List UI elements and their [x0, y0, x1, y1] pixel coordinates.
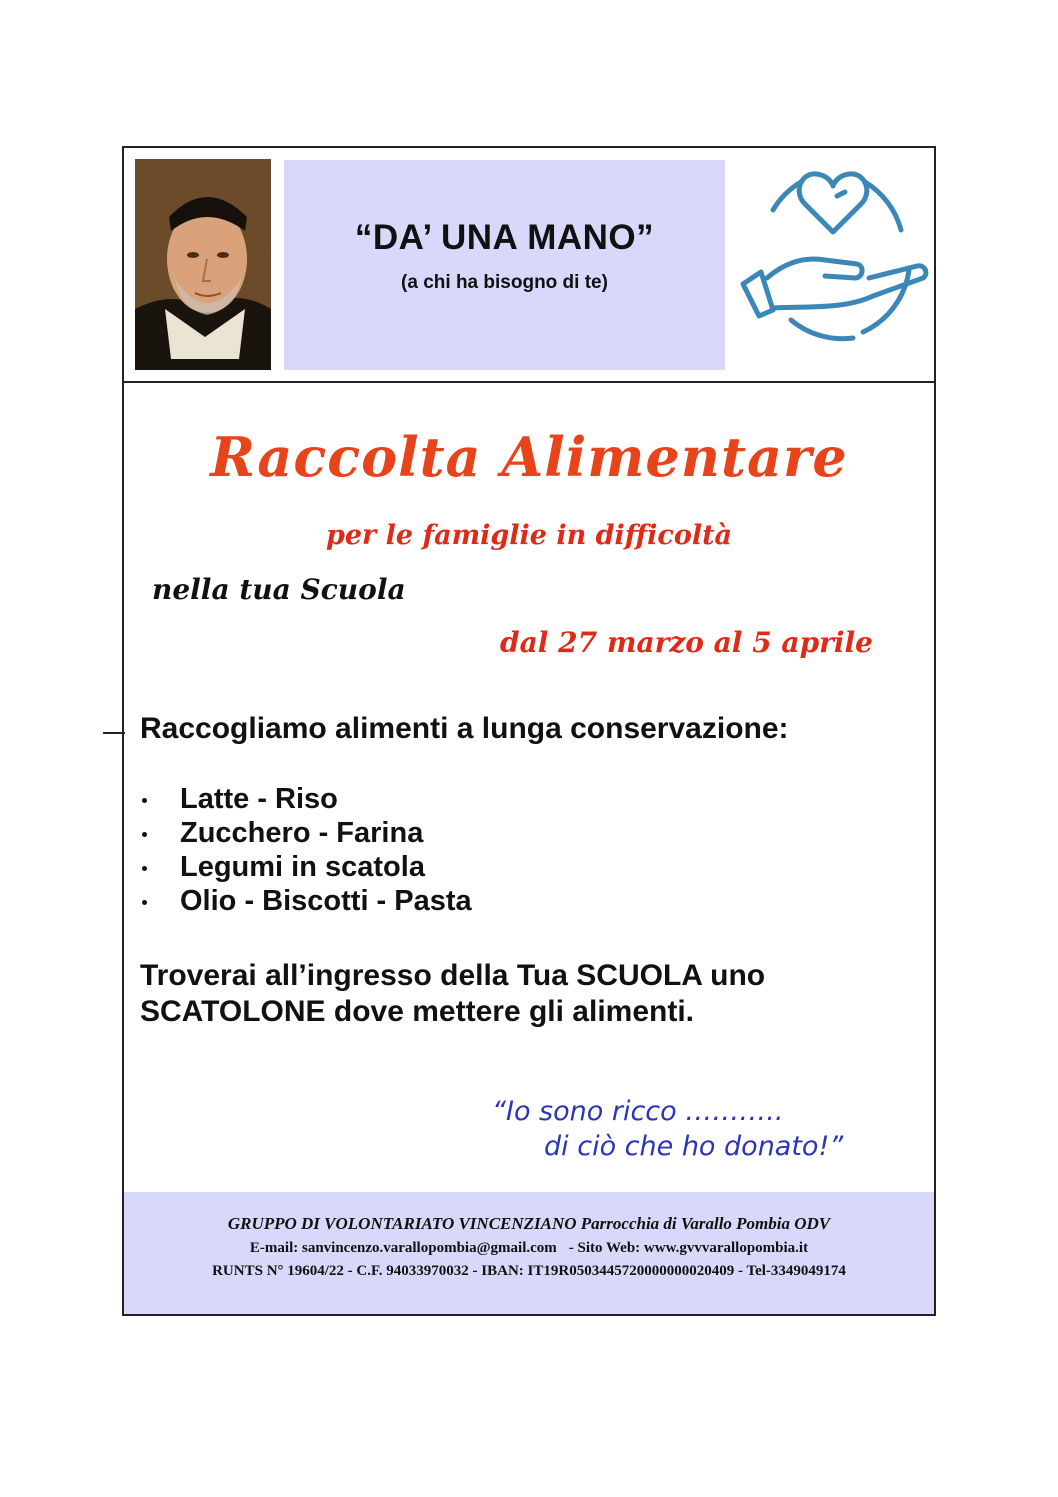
list-item — [140, 884, 472, 918]
bullet-icon — [142, 832, 147, 837]
notice-text: Troverai all’ingresso della Tua SCUOLA uno SCATOLONE dove mettere gli alimenti. — [140, 959, 766, 1028]
quote-line-1: “Io sono ricco ……….. — [492, 1096, 784, 1127]
campaign-subtitle: (a chi ha bisogno di te) — [401, 272, 608, 293]
collection-dates: dal 27 marzo al 5 aprile — [500, 626, 873, 659]
bullet-icon — [142, 900, 147, 905]
list-item — [140, 850, 472, 884]
bullet-icon — [142, 866, 147, 871]
list-item — [140, 816, 472, 850]
registry-line: RUNTS N° 19604/22 - C.F. 94033970032 - IBAN: IT19R0503445720000000020409 - Tel-3349049174 — [212, 1263, 846, 1279]
header-divider — [122, 381, 936, 383]
subheadline: per le famiglie in difficoltà — [325, 520, 733, 551]
title-panel — [284, 160, 725, 370]
contact-line — [124, 1240, 934, 1257]
list-item — [140, 782, 472, 816]
list-item-label: Legumi in scatola — [180, 851, 425, 883]
bullet-icon — [142, 798, 147, 803]
quote-line-2: di ciò che ho donato!” — [544, 1131, 844, 1162]
website-text: - Sito Web: www.gvvvarallopombia.it — [568, 1240, 809, 1256]
footer-panel — [124, 1192, 934, 1314]
list-item-label: Latte - Riso — [180, 783, 338, 815]
school-line: nella tua Scuola — [152, 573, 406, 606]
list-item-label: Olio - Biscotti - Pasta — [180, 885, 472, 917]
email-text: E-mail: sanvincenzo.varallopombia@gmail.com — [249, 1240, 557, 1256]
headline: Raccolta Alimentare — [210, 425, 848, 489]
heart-in-hand-icon — [733, 160, 933, 360]
organization-name: GRUPPO DI VOLONTARIATO VINCENZIANO Parrocchia di Varallo Pombia ODV — [227, 1214, 831, 1233]
campaign-title: “DA’ UNA MANO” — [354, 218, 655, 257]
quote — [492, 1094, 843, 1164]
margin-tick — [103, 732, 125, 734]
intro-text: Raccogliamo alimenti a lunga conservazione: — [140, 712, 789, 745]
list-item-label: Zucchero - Farina — [180, 817, 424, 849]
saint-portrait — [135, 159, 271, 370]
food-list — [140, 782, 472, 918]
